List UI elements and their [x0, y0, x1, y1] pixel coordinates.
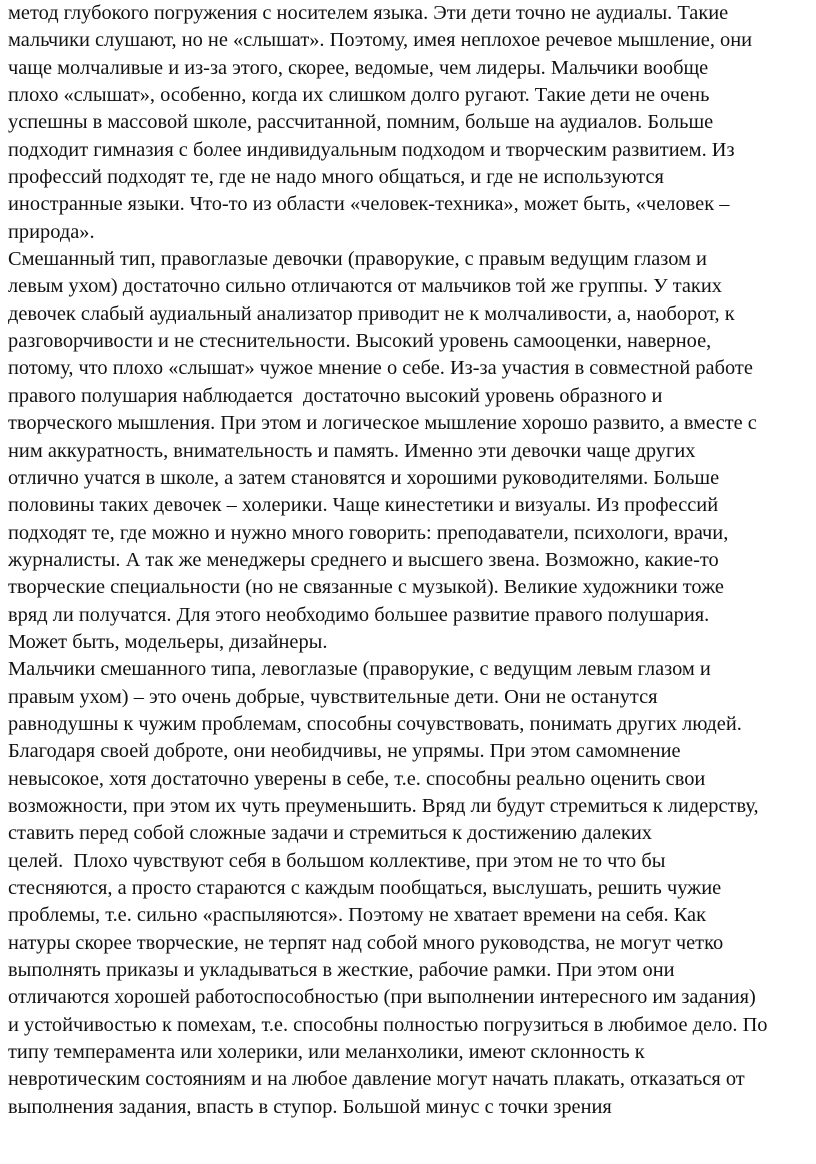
text-line: невротическим состояниям и на любое давление могут начать плакать, отказаться от	[8, 1068, 745, 1091]
text-line: потому, что плохо «слышат» чужое мнение о себе. Из-за участия в совместной работе	[8, 357, 753, 380]
text-line: равнодушны к чужим проблемам, способны сочувствовать, понимать других людей.	[8, 712, 742, 735]
text-line: выполнения задания, впасть в ступор. Большой минус с точки зрения	[8, 1095, 612, 1118]
text-line: выполнять приказы и укладываться в жесткие, рабочие рамки. При этом они	[8, 959, 675, 982]
text-line: отличаются хорошей работоспособностью (при выполнении интересного им задания)	[8, 986, 756, 1009]
document-text	[8, 0, 816, 1121]
text-line: чаще молчаливые и из-за этого, скорее, ведомые, чем лидеры. Мальчики вообще	[8, 56, 709, 79]
text-line: стесняются, а просто стараются с каждым пообщаться, выслушать, решить чужие	[8, 877, 722, 899]
text-line: иностранные языки. Что-то из области «человек-техника», может быть, «человек –	[8, 193, 730, 216]
paragraph	[8, 246, 816, 656]
text-line: вряд ли получатся. Для этого необходимо большее развитие правого полушария.	[8, 603, 710, 626]
paragraph	[8, 656, 816, 1121]
text-line: Может быть, модельеры, дизайнеры.	[8, 630, 328, 653]
paragraph	[8, 0, 816, 246]
text-line: плохо «слышат», особенно, когда их слишком долго ругают. Такие дети не очень	[8, 84, 710, 107]
text-line: Смешанный тип, правоглазые девочки (праворукие, с правым ведущим глазом и	[8, 248, 707, 271]
text-line: Мальчики смешанного типа, левоглазые (праворукие, с ведущим левым глазом и	[8, 658, 711, 681]
text-line: невысокое, хотя достаточно уверены в себе, т.е. способны реально оценить свои	[8, 767, 706, 790]
text-line: метод глубокого погружения с носителем языка. Эти дети точно не аудиалы. Такие	[8, 2, 729, 24]
text-line: творческого мышления. При этом и логическое мышление хорошо развито, а вместе с	[8, 412, 757, 435]
text-line: проблемы, т.е. сильно «распыляются». Поэтому не хватает времени на себя. Как	[8, 904, 707, 927]
text-line: мальчики слушают, но не «слышат». Поэтому, имея неплохое речевое мышление, они	[8, 29, 753, 52]
text-line: отлично учатся в школе, а затем становятся и хорошими руководителями. Больше	[8, 466, 720, 489]
text-line: девочек слабый аудиальный анализатор приводит не к молчаливости, а, наоборот, к	[8, 302, 735, 325]
text-line: левым ухом) достаточно сильно отличаются от мальчиков той же группы. У таких	[8, 275, 722, 298]
text-line: ним аккуратность, внимательность и память. Именно эти девочки чаще других	[8, 439, 696, 462]
text-line: целей. Плохо чувствуют себя в большом коллективе, при этом не то что бы	[8, 849, 666, 872]
text-line: разговорчивости и не стеснительности. Высокий уровень самооценки, наверное,	[8, 330, 712, 353]
text-line: половины таких девочек – холерики. Чаще кинестетики и визуалы. Из профессий	[8, 494, 719, 517]
text-line: правым ухом) – это очень добрые, чувствительные дети. Они не останутся	[8, 685, 658, 708]
text-line: профессий подходят те, где не надо много общаться, и где не используются	[8, 166, 664, 189]
text-line: подходит гимназия с более индивидуальным подходом и творческим развитием. Из	[8, 138, 735, 161]
text-line: типу темперамента или холерики, или меланхолики, имеют склонность к	[8, 1041, 645, 1064]
text-line: природа».	[8, 220, 95, 243]
text-line: журналисты. А так же менеджеры среднего и высшего звена. Возможно, какие-то	[8, 548, 719, 571]
text-line: успешны в массовой школе, рассчитанной, помним, больше на аудиалов. Больше	[8, 111, 714, 134]
text-line: правого полушария наблюдается достаточно высокий уровень образного и	[8, 384, 663, 407]
text-line: натуры скорее творческие, не терпят над собой много руководства, не могут четко	[8, 931, 724, 954]
text-line: Благодаря своей доброте, они необидчивы, не упрямы. При этом самомнение	[8, 740, 681, 763]
text-line: подходят те, где можно и нужно много говорить: преподаватели, психологи, врачи,	[8, 521, 729, 544]
text-line: ставить перед собой сложные задачи и стремиться к достижению далеких	[8, 822, 652, 845]
text-line: возможности, при этом их чуть преуменьшить. Вряд ли будут стремиться к лидерству,	[8, 794, 759, 817]
text-line: и устойчивостью к помехам, т.е. способны полностью погрузиться в любимое дело. По	[8, 1013, 768, 1036]
text-line: творческие специальности (но не связанные с музыкой). Великие художники тоже	[8, 576, 724, 599]
